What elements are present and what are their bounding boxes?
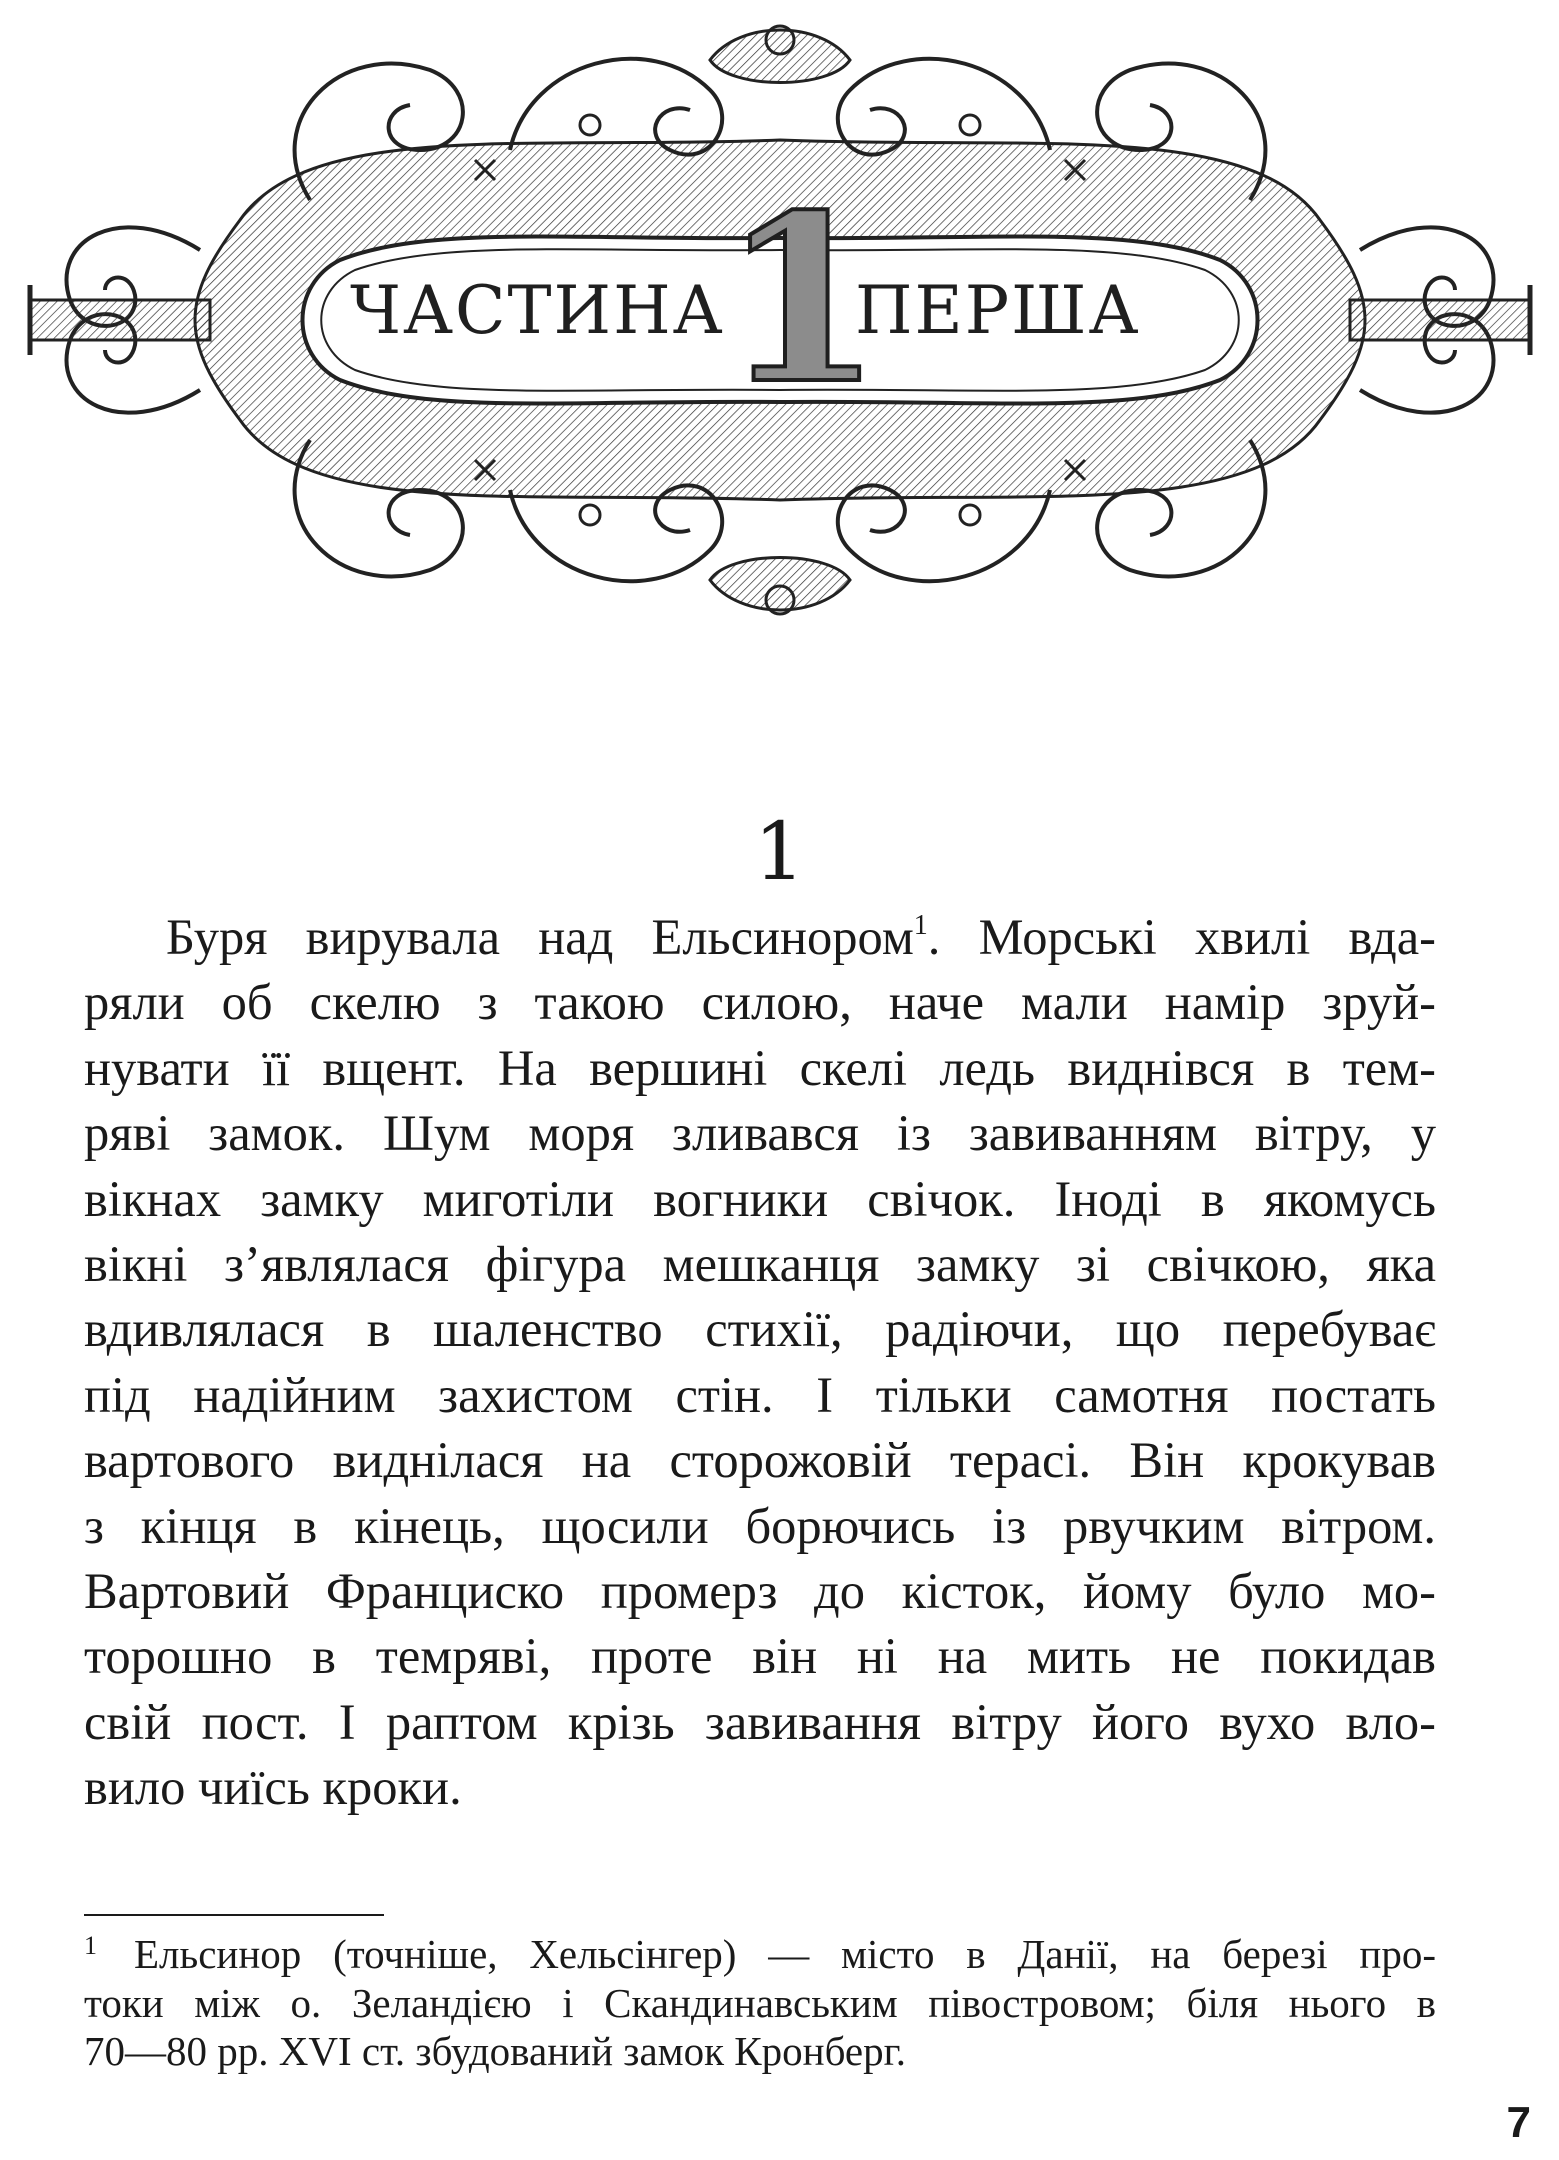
body-line: вікнах замку миготіли вогники свічок. Іноді в якомусь <box>84 1170 1436 1227</box>
part-label-right: ПЕРША <box>855 272 1141 349</box>
footnote-line: токи між о. Зеландією і Скандинавським півостровом; біля нього в <box>84 1979 1436 2026</box>
chapter-number: 1 <box>754 805 805 898</box>
part-number: 1 <box>722 165 883 435</box>
page-number: 7 <box>1506 2098 1531 2147</box>
body-line: торошно в темряві, проте він ні на мить не покидав <box>84 1628 1436 1685</box>
footnote-divider <box>84 1914 384 1916</box>
part-label-left: ЧАСТИНА <box>350 272 725 349</box>
chapter-body-text <box>84 905 1436 1821</box>
body-line: вдивлялася в шаленство стихії, радіючи, що перебуває <box>84 1301 1436 1358</box>
body-line: під надійним захистом стін. І тільки самотня постать <box>84 1366 1436 1423</box>
footnote-reference[interactable]: 1 <box>913 910 928 941</box>
body-line: з кінця в кінець, щосили борючись із рвучким вітром. <box>84 1497 1436 1554</box>
body-line: нувати її вщент. На вершині скелі ледь виднівся в тем- <box>84 1039 1436 1096</box>
body-line: вікні з’являлася фігура мешканця замку зі свічкою, яка <box>84 1236 1436 1293</box>
footnote <box>84 1930 1436 2076</box>
body-line: ряві замок. Шум моря зливався із завиванням вітру, у <box>84 1105 1436 1162</box>
footnote-line: 70—80 рр. XVI ст. збудований замок Кронберг. <box>84 2028 907 2074</box>
body-line-last: вило чиїсь кроки. <box>84 1759 462 1816</box>
body-line: свій пост. І раптом крізь завивання вітру його вухо вло- <box>84 1693 1436 1750</box>
body-line: Вартовий Франциско промерз до кісток, йому було мо- <box>84 1563 1436 1620</box>
body-line-1: Буря вирувала над Ельсинором$^1$. Морські хвилі вда- <box>166 909 1436 965</box>
body-line: ряли об скелю з такою силою, наче мали намір зруй- <box>84 974 1436 1031</box>
footnote-line-1: 1 Ельсинор (точніше, Хельсінгер) — місто в Данії, на березі про- <box>84 1931 1436 1977</box>
body-line: вартового виднілася на сторожовій терасі. Він крокував <box>84 1432 1436 1489</box>
